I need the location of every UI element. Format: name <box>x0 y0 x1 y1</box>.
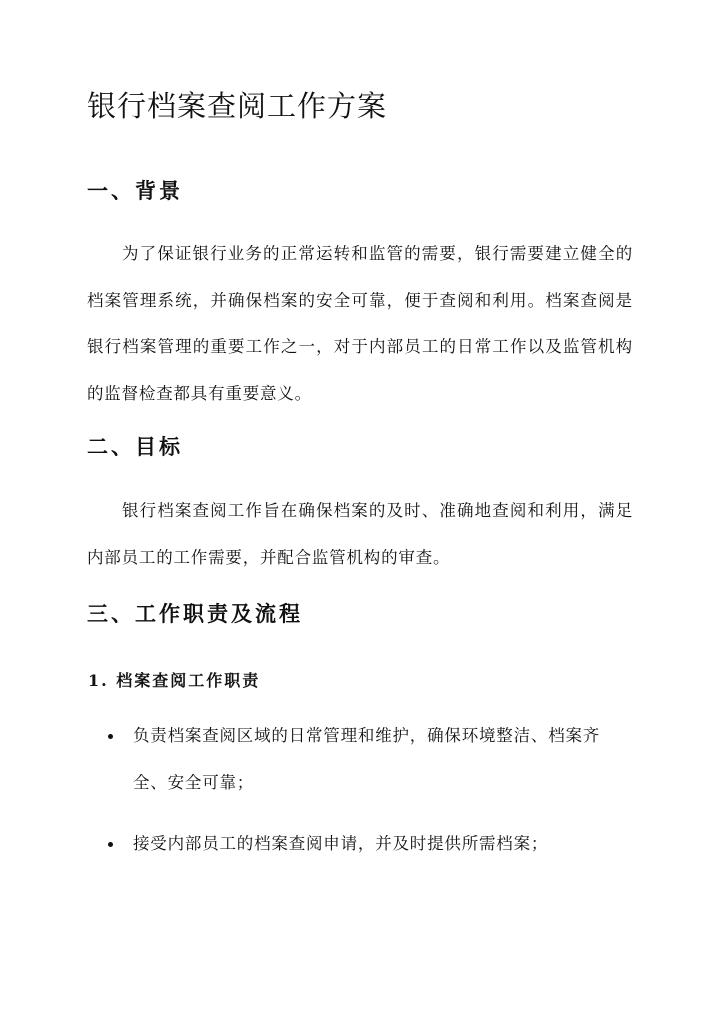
bullet-dot-icon <box>108 842 113 847</box>
section-heading-background: 一、背景 <box>87 178 183 203</box>
subsection-heading-duties: 1. 档案查阅工作职责 <box>88 671 261 690</box>
document-title: 银行档案查阅工作方案 <box>87 89 388 123</box>
section-paragraph-background: 为了保证银行业务的正常运转和监管的需要，银行需要建立健全的档案管理系统，并确保档案的安全可靠，便于查阅和利用。档案查阅是银行档案管理的重要工作之一，对于内部员工的日常工作以及监管机构的监督检查都具有重要意义。 <box>87 244 633 403</box>
section-paragraph-goal: 银行档案查阅工作旨在确保档案的及时、准确地查阅和利用，满足内部员工的工作需要，并配合监管机构的审查。 <box>87 501 633 567</box>
bullet-dot-icon <box>108 734 113 739</box>
duties-bullet-list <box>104 713 634 883</box>
list-item <box>104 713 634 806</box>
list-item-text: 负责档案查阅区域的日常管理和维护，确保环境整洁、档案齐全、安全可靠； <box>133 726 601 792</box>
list-item-text: 接受内部员工的档案查阅申请，并及时提供所需档案； <box>133 834 549 853</box>
section-heading-duties: 三、工作职责及流程 <box>87 601 303 626</box>
section-heading-goal: 二、目标 <box>87 434 183 459</box>
list-item <box>104 821 634 868</box>
